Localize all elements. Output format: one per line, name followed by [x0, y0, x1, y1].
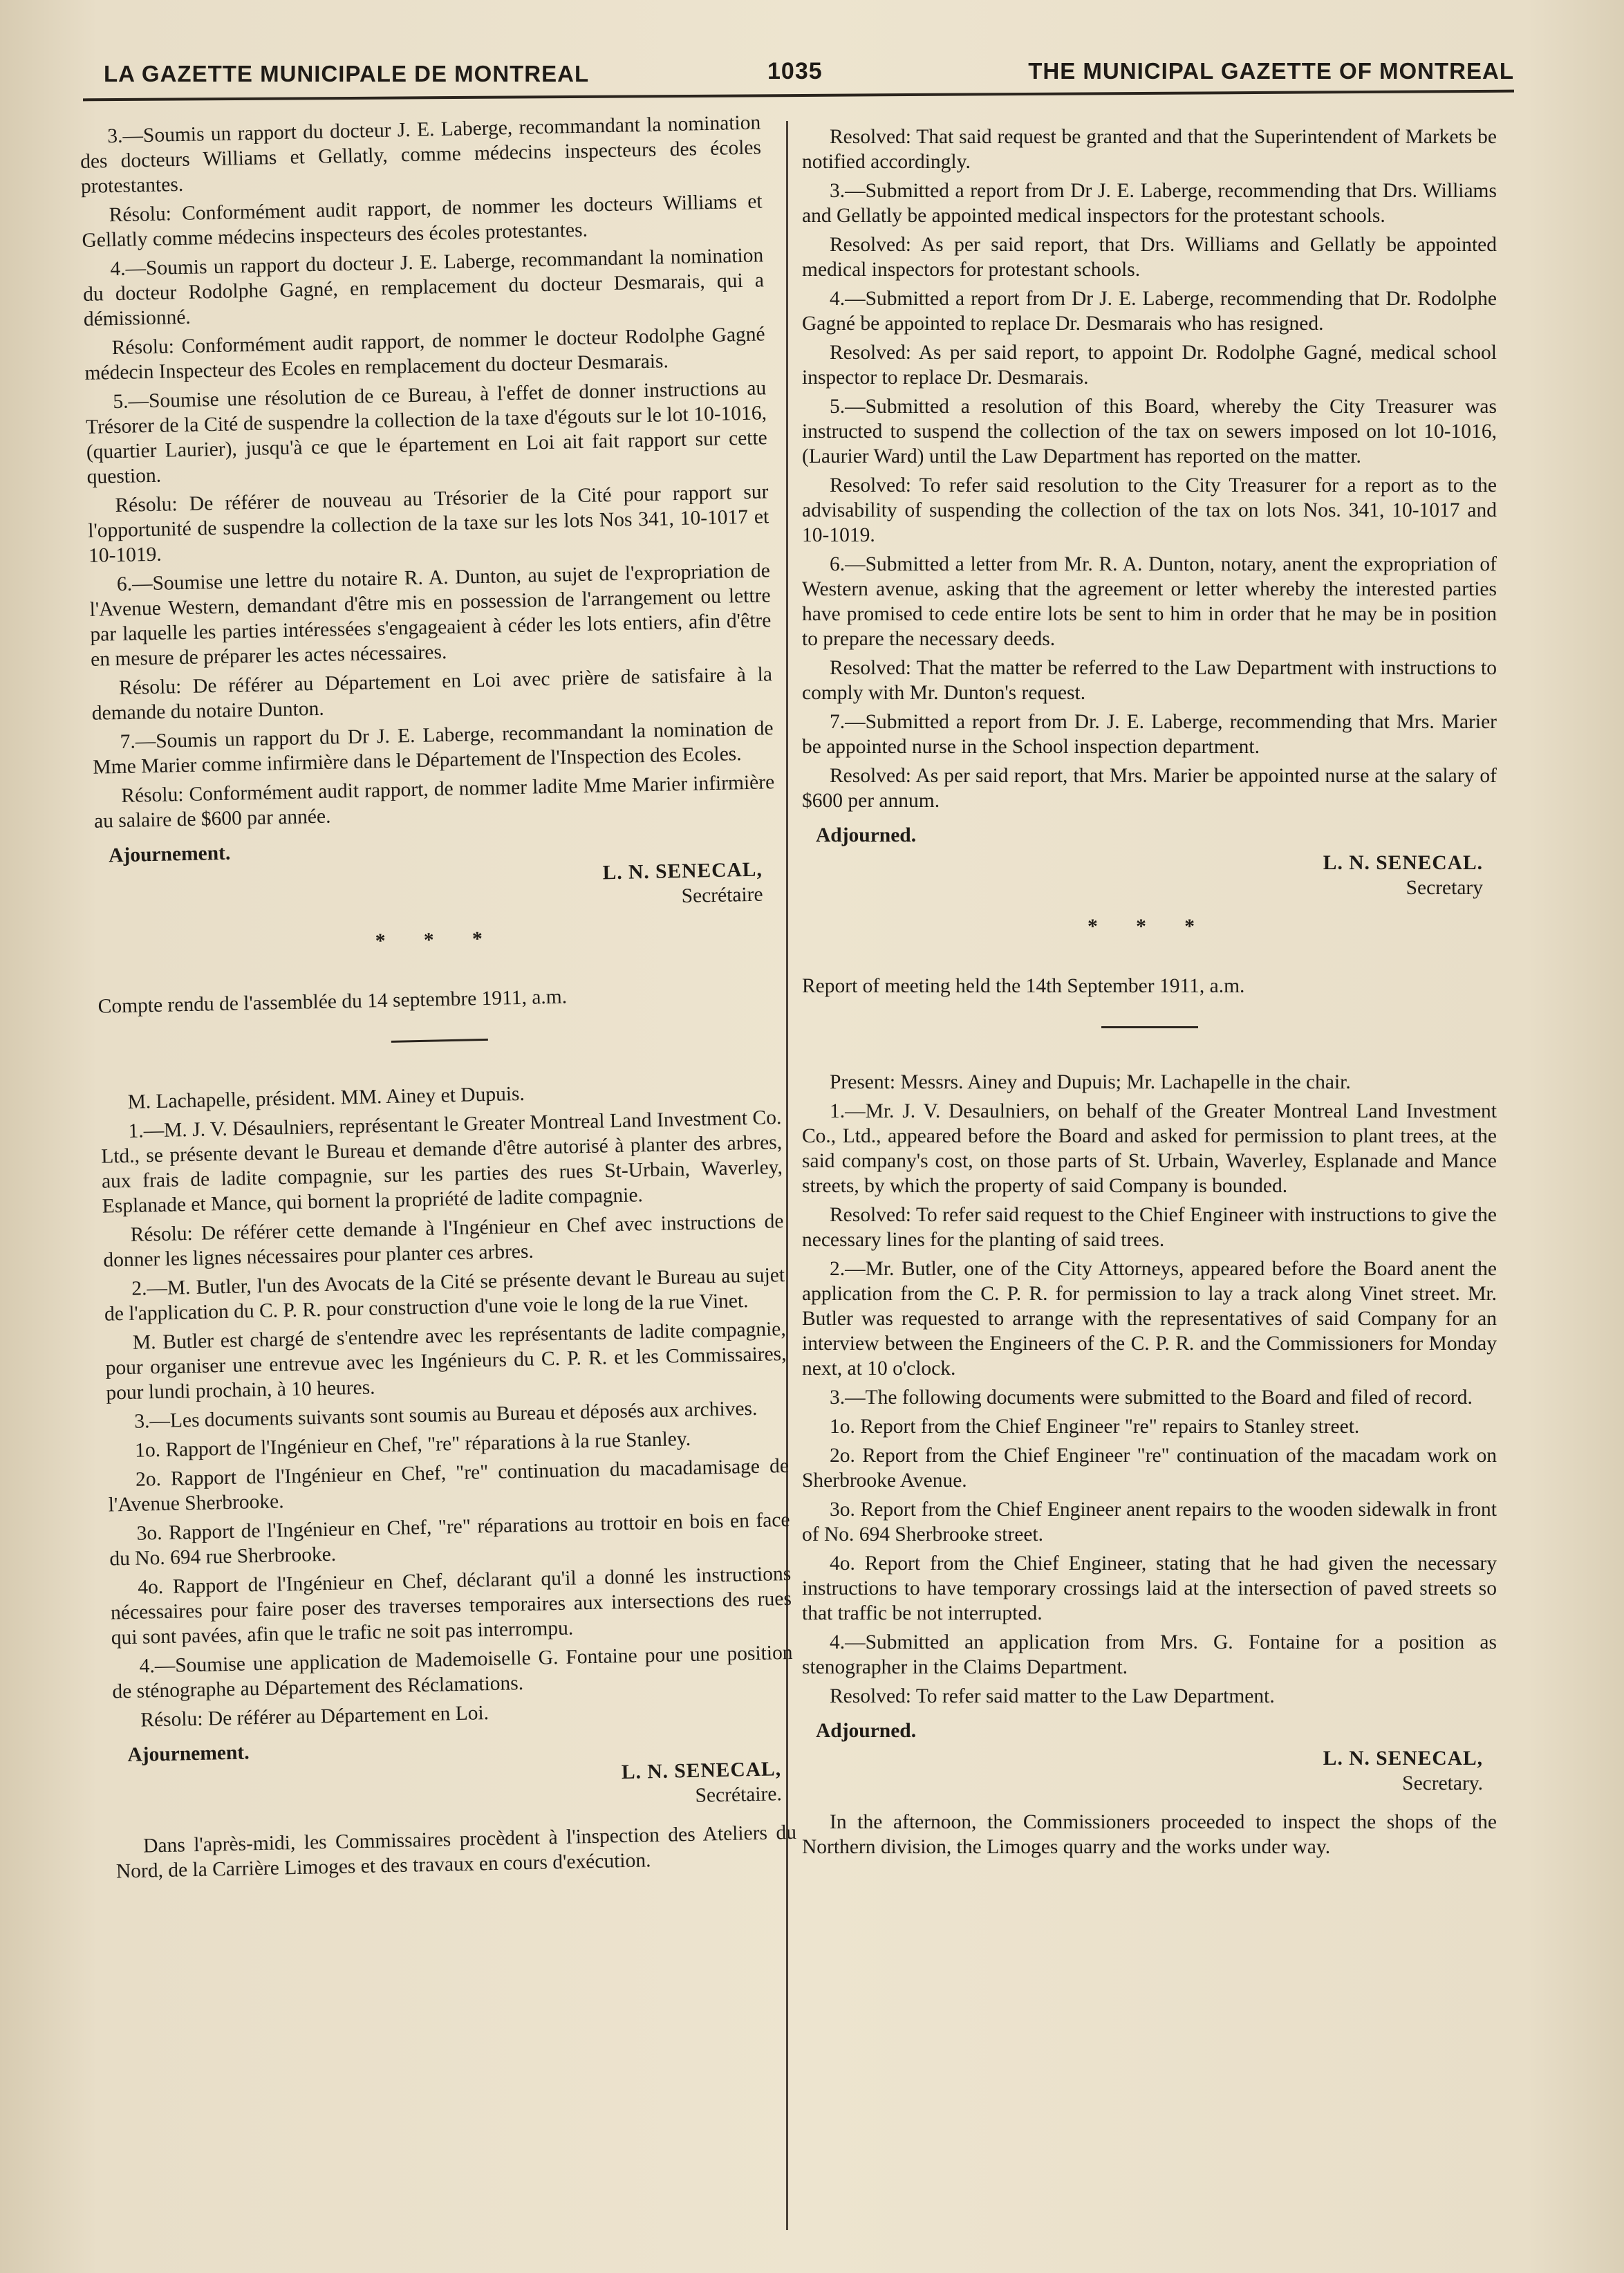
- paragraph: 2o. Rapport de l'Ingénieur en Chef, "re" continuation du macadamisage de l'Avenue Sherbrooke.: [108, 1454, 790, 1516]
- section-separator: * * *: [1088, 916, 1211, 938]
- paragraph: 4.—Soumise une application de Mademoiselle G. Fontaine pour une position de sténographe au Département des Réclamations.: [112, 1641, 793, 1703]
- meeting-heading: Report of meeting held the 14th September 1911, a.m.: [802, 975, 1245, 997]
- paragraph: 3o. Report from the Chief Engineer anent repairs to the wooden sidewalk in front of No. 694 Sherbrooke street.: [802, 1499, 1497, 1546]
- short-rule: [1101, 1026, 1198, 1028]
- paragraph: 7.—Submitted a report from Dr. J. E. Laberge, recommending that Mrs. Marier be appointed nurse in the School inspection department.: [802, 711, 1497, 758]
- paragraph: 4.—Soumis un rapport du docteur J. E. Laberge, recommandant la nomination du docteur Rodolphe Gagné, en remplacement du docteur Desmarais, qui a démissionné.: [82, 244, 765, 331]
- french-column: [80, 110, 797, 1888]
- header-french-title: LA GAZETTE MUNICIPALE DE MONTREAL: [104, 61, 590, 86]
- signature-name: L. N. SENECAL.: [1323, 852, 1483, 874]
- paragraph: 3.—Les documents suivants sont soumis au Bureau et déposés aux archives.: [133, 1397, 758, 1433]
- signature-title: Secrétaire.: [695, 1783, 783, 1807]
- paragraph: 3.—Soumis un rapport du docteur J. E. Laberge, recommandant la nomination des docteurs Williams et Gellatly, comme médecins inspecteurs des écoles protestantes.: [80, 111, 762, 198]
- paragraph: 6.—Soumise une lettre du notaire R. A. Dunton, au sujet de l'expropriation de l'Avenue Western, demandant d'être mis en possession de l'arrangement ou lettre par laquelle les parties intéressées s'engageaient à céder les lots entiers, afin d'être en mesure de préparer les actes nécessaires.: [89, 559, 772, 671]
- paragraph: 2.—M. Butler, l'un des Avocats de la Cité se présente devant le Bureau au sujet de l'application du C. P. R. pour construction d'une voie le long de la rue Vinet.: [104, 1264, 785, 1326]
- paragraph: Résolu: De référer au Département en Loi avec prière de satisfaire à la demande du notaire Dunton.: [91, 663, 773, 725]
- paragraph: 1o. Rapport de l'Ingénieur en Chef, "re" réparations à la rue Stanley.: [134, 1427, 691, 1462]
- meeting-heading: Compte rendu de l'assemblée du 14 septembre 1911, a.m.: [97, 985, 568, 1018]
- paragraph: Resolved: To refer said request to the Chief Engineer with instructions to give the necessary lines for the planting of said trees.: [802, 1204, 1497, 1251]
- paragraph: 1.—Mr. J. V. Desaulniers, on behalf of the Greater Montreal Land Investment Co., Ltd., appeared before the Board and asked for permission to plant trees, at the said company's cost, on those parts of St. Urbain, Waverley, Esplanade and Mance streets, by which the property of said Company is bounded.: [802, 1100, 1497, 1197]
- header-english-title: THE MUNICIPAL GAZETTE OF MONTREAL: [1028, 58, 1514, 84]
- paragraph: 7.—Soumis un rapport du Dr J. E. Laberge, recommandant la nomination de Mme Marier comme infirmière dans le Département de l'Inspection des Ecoles.: [93, 717, 774, 779]
- paragraph: Resolved: As per said report, that Drs. Williams and Gellatly be appointed medical inspectors for protestant schools.: [802, 234, 1497, 281]
- signature-name: L. N. SENECAL,: [621, 1758, 782, 1784]
- paragraph: Résolu: De référer de nouveau au Trésorier de la Cité pour rapport sur l'opportunité de suspendre la collection de la taxe sur les lots Nos 341, 10-1017 et 10-1019.: [87, 481, 769, 567]
- paragraph: Résolu: Conformément audit rapport, de nommer les docteurs Williams et Gellatly comme médecins inspecteurs des écoles protestantes.: [82, 190, 763, 252]
- paragraph: Résolu: Conformément audit rapport, de nommer le docteur Rodolphe Gagné médecin Inspecteur des Ecoles en remplacement du docteur Desmarais.: [84, 323, 765, 384]
- adjournment: Adjourned.: [816, 824, 917, 846]
- afternoon-paragraph: In the afternoon, the Commissioners proceeded to inspect the shops of the Northern division, the Limoges quarry and the works under way.: [802, 1811, 1497, 1858]
- paragraph: Resolved: As per said report, that Mrs. Marier be appointed nurse at the salary of $600 per annum.: [802, 765, 1497, 812]
- paragraph: 5.—Submitted a resolution of this Board, whereby the City Treasurer was instructed to suspend the collection of the tax on sewers imposed on lot 10-1016, (Laurier Ward) until the Law Department has reported on the matter.: [802, 396, 1497, 467]
- paragraph: Present: Messrs. Ainey and Dupuis; Mr. Lachapelle in the chair.: [830, 1071, 1351, 1093]
- signature-name: L. N. SENECAL,: [602, 858, 763, 884]
- paragraph: 3.—The following documents were submitted to the Board and filed of record.: [830, 1386, 1473, 1409]
- paragraph: 5.—Soumise une résolution de ce Bureau, à l'effet de donner instructions au Trésorer de la Cité de suspendre la collection de la taxe d'égouts sur le lot 10-1016, (quartier Laurier), jusqu'à ce que le épartement en Loi ait fait rapport sur cette question.: [85, 377, 768, 488]
- paragraph: 4o. Report from the Chief Engineer, stating that he had given the necessary instructions to have temporary crossings laid at the intersection of paved streets so that traffic be not interrupted.: [802, 1552, 1497, 1624]
- paragraph: 3.—Submitted a report from Dr J. E. Laberge, recommending that Drs. Williams and Gellatly be appointed medical inspectors for the protestant schools.: [802, 180, 1497, 227]
- afternoon-paragraph: Dans l'après-midi, les Commissaires procèdent à l'inspection des Ateliers du Nord, de la Carrière Limoges et des travaux en cours d'exécution.: [115, 1821, 797, 1883]
- paragraph: Résolu: De référer au Département en Loi.: [140, 1702, 489, 1732]
- paragraph: 2.—Mr. Butler, one of the City Attorneys, appeared before the Board anent the application from the C. P. R. for permission to lay a track along Vinet street. Mr. Butler was requested to arrange with the representatives of said Company for an interview between the Engineers of the C. P. R. and the Commissioners for Monday next, at 10 o'clock.: [802, 1258, 1497, 1380]
- paragraph: Resolved: That the matter be referred to the Law Department with instructions to comply with Mr. Dunton's request.: [802, 657, 1497, 704]
- paragraph: 4.—Submitted an application from Mrs. G. Fontaine for a position as stenographer in the Claims Department.: [802, 1631, 1497, 1678]
- column-divider: [786, 121, 788, 2230]
- adjournment: Adjourned.: [816, 1720, 917, 1742]
- short-rule: [391, 1039, 487, 1043]
- paragraph: 1.—M. J. V. Désaulniers, représentant le Greater Montreal Land Investment Co. Ltd., se présente devant le Bureau et demande d'être autorisé à planter des arbres, aux frais de ladite compagnie, sur les parties des rues St-Urbain, Waverley, Esplanade et Mance, qui bornent la propriété de ladite compagnie.: [100, 1106, 783, 1218]
- paragraph: Resolved: As per said report, to appoint Dr. Rodolphe Gagné, medical school inspector to replace Dr. Desmarais.: [802, 342, 1497, 389]
- paragraph: 4o. Rapport de l'Ingénieur en Chef, déclarant qu'il a donné les instructions nécessaires pour faire poser des traverses temporaires aux intersections des rues qui sont pavées, afin que le trafic ne soit pas interrompu.: [110, 1562, 792, 1649]
- adjournment: Ajournement.: [127, 1741, 250, 1767]
- paragraph: M. Lachapelle, président. MM. Ainey et Dupuis.: [127, 1082, 525, 1113]
- paragraph: Résolu: Conformément audit rapport, de nommer ladite Mme Marier infirmière au salaire de $600 par année.: [93, 771, 775, 833]
- paragraph: Resolved: To refer said matter to the Law Department.: [830, 1685, 1275, 1707]
- signature-title: Secretary.: [1402, 1772, 1483, 1794]
- header-rule: [83, 90, 1514, 102]
- paragraph: M. Butler est chargé de s'entendre avec les représentants de ladite compagnie, pour organiser une entrevue avec les Ingénieurs du C. P. R. et les Commissaires, pour lundi prochain, à 10 heures.: [105, 1317, 787, 1404]
- paragraph: Resolved: That said request be granted and that the Superintendent of Markets be notified accordingly.: [802, 126, 1497, 173]
- paragraph: 1o. Report from the Chief Engineer "re" repairs to Stanley street.: [830, 1416, 1360, 1438]
- signature-title: Secrétaire: [681, 883, 763, 908]
- page-number: 1035: [767, 58, 823, 84]
- paragraph: Resolved: To refer said resolution to the City Treasurer for a report as to the advisability of suspending the collection of the tax on lots Nos. 341, 10-1017 and 10-1019.: [802, 474, 1497, 546]
- paragraph: 3o. Rapport de l'Ingénieur en Chef, "re" réparations au trottoir en bois en face du No. 694 rue Sherbrooke.: [109, 1508, 790, 1570]
- paragraph: 2o. Report from the Chief Engineer "re" continuation of the macadam work on Sherbrooke Avenue.: [802, 1445, 1497, 1492]
- signature-name: L. N. SENECAL,: [1323, 1747, 1483, 1770]
- english-column: [802, 124, 1497, 1864]
- paragraph: 4.—Submitted a report from Dr J. E. Laberge, recommending that Dr. Rodolphe Gagné be appointed to replace Dr. Desmarais who has resigned.: [802, 288, 1497, 335]
- paragraph: 6.—Submitted a letter from Mr. R. A. Dunton, notary, anent the expropriation of Western avenue, asking that the agreement or letter whereby the interested parties have promised to cede entire lots be sent to him in order that he may be in position to prepare the necessary deeds.: [802, 553, 1497, 650]
- signature-title: Secretary: [1406, 877, 1483, 899]
- section-separator: * * *: [375, 927, 500, 953]
- adjournment: Ajournement.: [108, 842, 231, 867]
- paragraph: Résolu: De référer cette demande à l'Ingénieur en Chef avec instructions de donner les lignes nécessaires pour planter ces arbres.: [103, 1210, 784, 1272]
- running-head: [83, 48, 1514, 90]
